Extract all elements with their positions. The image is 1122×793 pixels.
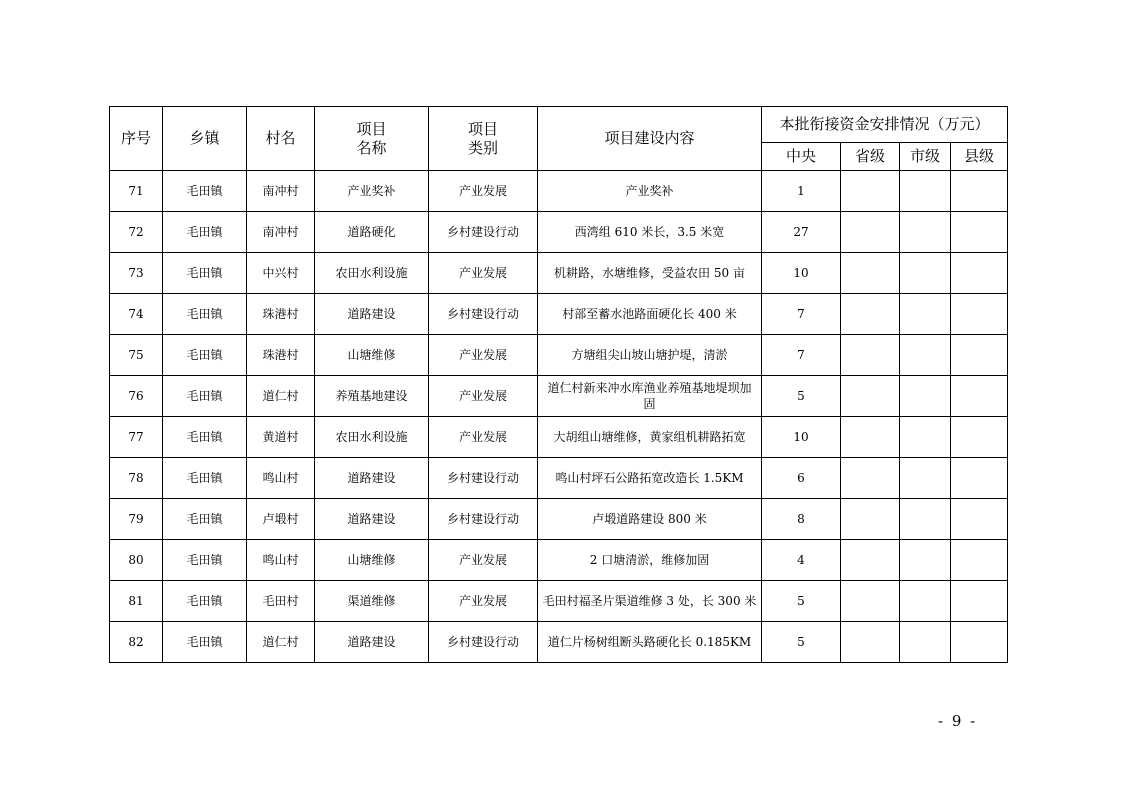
cell-central: 10: [762, 417, 841, 458]
table-body: [110, 171, 1008, 663]
header-project-name-line1: 项目: [356, 119, 387, 138]
cell-county: [951, 622, 1008, 663]
cell-county: [951, 335, 1008, 376]
cell-content: 西湾组 610 米长，3.5 米宽: [538, 212, 762, 253]
cell-county: [951, 417, 1008, 458]
cell-township: 毛田镇: [163, 417, 247, 458]
cell-village: 南冲村: [247, 212, 315, 253]
cell-seq: 81: [110, 581, 163, 622]
cell-village: 黄道村: [247, 417, 315, 458]
cell-municipal: [900, 335, 951, 376]
cell-project-category: 产业发展: [429, 335, 538, 376]
cell-provincial: [841, 253, 900, 294]
cell-provincial: [841, 171, 900, 212]
cell-content: 卢塅道路建设 800 米: [538, 499, 762, 540]
cell-project-category: 乡村建设行动: [429, 622, 538, 663]
cell-project-category: 产业发展: [429, 376, 538, 417]
cell-provincial: [841, 294, 900, 335]
cell-township: 毛田镇: [163, 212, 247, 253]
cell-municipal: [900, 253, 951, 294]
header-municipal: 市级: [900, 143, 951, 171]
cell-central: 5: [762, 376, 841, 417]
cell-village: 道仁村: [247, 376, 315, 417]
cell-content: 机耕路，水塘维修，受益农田 50 亩: [538, 253, 762, 294]
cell-municipal: [900, 376, 951, 417]
cell-project-category: 产业发展: [429, 417, 538, 458]
cell-provincial: [841, 376, 900, 417]
cell-township: 毛田镇: [163, 499, 247, 540]
cell-municipal: [900, 417, 951, 458]
cell-municipal: [900, 212, 951, 253]
cell-seq: 78: [110, 458, 163, 499]
cell-seq: 80: [110, 540, 163, 581]
cell-central: 8: [762, 499, 841, 540]
cell-village: 道仁村: [247, 622, 315, 663]
table-row: [110, 499, 1008, 540]
cell-township: 毛田镇: [163, 622, 247, 663]
cell-township: 毛田镇: [163, 376, 247, 417]
cell-seq: 71: [110, 171, 163, 212]
table-header: [110, 107, 1008, 171]
cell-seq: 76: [110, 376, 163, 417]
cell-project-category: 产业发展: [429, 253, 538, 294]
cell-project-category: 乡村建设行动: [429, 458, 538, 499]
header-content: 项目建设内容: [538, 107, 762, 171]
cell-provincial: [841, 499, 900, 540]
table-row: [110, 294, 1008, 335]
cell-township: 毛田镇: [163, 253, 247, 294]
cell-municipal: [900, 171, 951, 212]
cell-county: [951, 253, 1008, 294]
cell-central: 1: [762, 171, 841, 212]
cell-content: 毛田村福圣片渠道维修 3 处，长 300 米: [538, 581, 762, 622]
cell-project-category: 产业发展: [429, 540, 538, 581]
cell-seq: 82: [110, 622, 163, 663]
cell-seq: 73: [110, 253, 163, 294]
cell-village: 中兴村: [247, 253, 315, 294]
cell-project-name: 渠道维修: [315, 581, 429, 622]
cell-content: 2 口塘清淤，维修加固: [538, 540, 762, 581]
header-project-name: [315, 107, 429, 171]
table-row: [110, 622, 1008, 663]
cell-county: [951, 458, 1008, 499]
cell-village: 毛田村: [247, 581, 315, 622]
cell-project-category: 产业发展: [429, 581, 538, 622]
cell-municipal: [900, 540, 951, 581]
table-row: [110, 376, 1008, 417]
table-row: [110, 335, 1008, 376]
cell-seq: 79: [110, 499, 163, 540]
cell-village: 珠港村: [247, 294, 315, 335]
cell-municipal: [900, 294, 951, 335]
cell-village: 鸣山村: [247, 540, 315, 581]
cell-project-name: 道路建设: [315, 499, 429, 540]
cell-village: 南冲村: [247, 171, 315, 212]
cell-project-name: 产业奖补: [315, 171, 429, 212]
cell-content: 道仁村新来冲水库渔业养殖基地堤坝加固: [538, 376, 762, 417]
cell-project-name: 道路硬化: [315, 212, 429, 253]
table-row: [110, 253, 1008, 294]
cell-content: 村部至蓄水池路面硬化长 400 米: [538, 294, 762, 335]
header-project-name-line2: 名称: [356, 138, 387, 157]
cell-project-category: 乡村建设行动: [429, 294, 538, 335]
cell-central: 7: [762, 294, 841, 335]
cell-village: 珠港村: [247, 335, 315, 376]
cell-provincial: [841, 417, 900, 458]
cell-township: 毛田镇: [163, 458, 247, 499]
cell-village: 鸣山村: [247, 458, 315, 499]
table-row: [110, 171, 1008, 212]
cell-project-name: 农田水利设施: [315, 417, 429, 458]
header-township: 乡镇: [163, 107, 247, 171]
cell-central: 27: [762, 212, 841, 253]
table-row: [110, 581, 1008, 622]
header-provincial: 省级: [841, 143, 900, 171]
cell-county: [951, 376, 1008, 417]
table-row: [110, 540, 1008, 581]
cell-provincial: [841, 622, 900, 663]
cell-seq: 77: [110, 417, 163, 458]
cell-central: 6: [762, 458, 841, 499]
header-village: 村名: [247, 107, 315, 171]
header-central: 中央: [762, 143, 841, 171]
cell-project-category: 产业发展: [429, 171, 538, 212]
cell-project-name: 农田水利设施: [315, 253, 429, 294]
cell-county: [951, 171, 1008, 212]
cell-county: [951, 294, 1008, 335]
cell-content: 鸣山村坪石公路拓宽改造长 1.5KM: [538, 458, 762, 499]
header-seq: 序号: [110, 107, 163, 171]
cell-project-name: 山塘维修: [315, 540, 429, 581]
cell-provincial: [841, 212, 900, 253]
header-project-category-line2: 类别: [467, 138, 498, 157]
table-row: [110, 458, 1008, 499]
cell-township: 毛田镇: [163, 581, 247, 622]
cell-content: 道仁片杨树组断头路硬化长 0.185KM: [538, 622, 762, 663]
cell-content: 大胡组山塘维修，黄家组机耕路拓宽: [538, 417, 762, 458]
cell-municipal: [900, 581, 951, 622]
cell-central: 10: [762, 253, 841, 294]
cell-county: [951, 212, 1008, 253]
cell-provincial: [841, 581, 900, 622]
cell-central: 4: [762, 540, 841, 581]
table-row: [110, 212, 1008, 253]
cell-municipal: [900, 458, 951, 499]
cell-county: [951, 540, 1008, 581]
cell-project-name: 养殖基地建设: [315, 376, 429, 417]
cell-project-category: 乡村建设行动: [429, 212, 538, 253]
header-project-category-line1: 项目: [467, 119, 498, 138]
cell-project-category: 乡村建设行动: [429, 499, 538, 540]
funds-allocation-table: [109, 106, 1008, 663]
cell-township: 毛田镇: [163, 540, 247, 581]
cell-seq: 75: [110, 335, 163, 376]
cell-township: 毛田镇: [163, 335, 247, 376]
cell-central: 7: [762, 335, 841, 376]
cell-municipal: [900, 499, 951, 540]
cell-project-name: 道路建设: [315, 622, 429, 663]
header-county: 县级: [951, 143, 1008, 171]
cell-central: 5: [762, 622, 841, 663]
cell-content: 方塘组尖山坡山塘护堤，清淤: [538, 335, 762, 376]
cell-project-name: 道路建设: [315, 294, 429, 335]
cell-township: 毛田镇: [163, 294, 247, 335]
cell-seq: 72: [110, 212, 163, 253]
cell-provincial: [841, 458, 900, 499]
header-project-category: [429, 107, 538, 171]
cell-project-name: 山塘维修: [315, 335, 429, 376]
cell-village: 卢塅村: [247, 499, 315, 540]
header-funds: 本批衔接资金安排情况（万元）: [762, 107, 1008, 143]
cell-content: 产业奖补: [538, 171, 762, 212]
cell-seq: 74: [110, 294, 163, 335]
cell-municipal: [900, 622, 951, 663]
cell-provincial: [841, 540, 900, 581]
table-row: [110, 417, 1008, 458]
cell-county: [951, 499, 1008, 540]
cell-provincial: [841, 335, 900, 376]
cell-central: 5: [762, 581, 841, 622]
cell-township: 毛田镇: [163, 171, 247, 212]
page-number: - 9 -: [938, 712, 978, 730]
cell-project-name: 道路建设: [315, 458, 429, 499]
cell-county: [951, 581, 1008, 622]
